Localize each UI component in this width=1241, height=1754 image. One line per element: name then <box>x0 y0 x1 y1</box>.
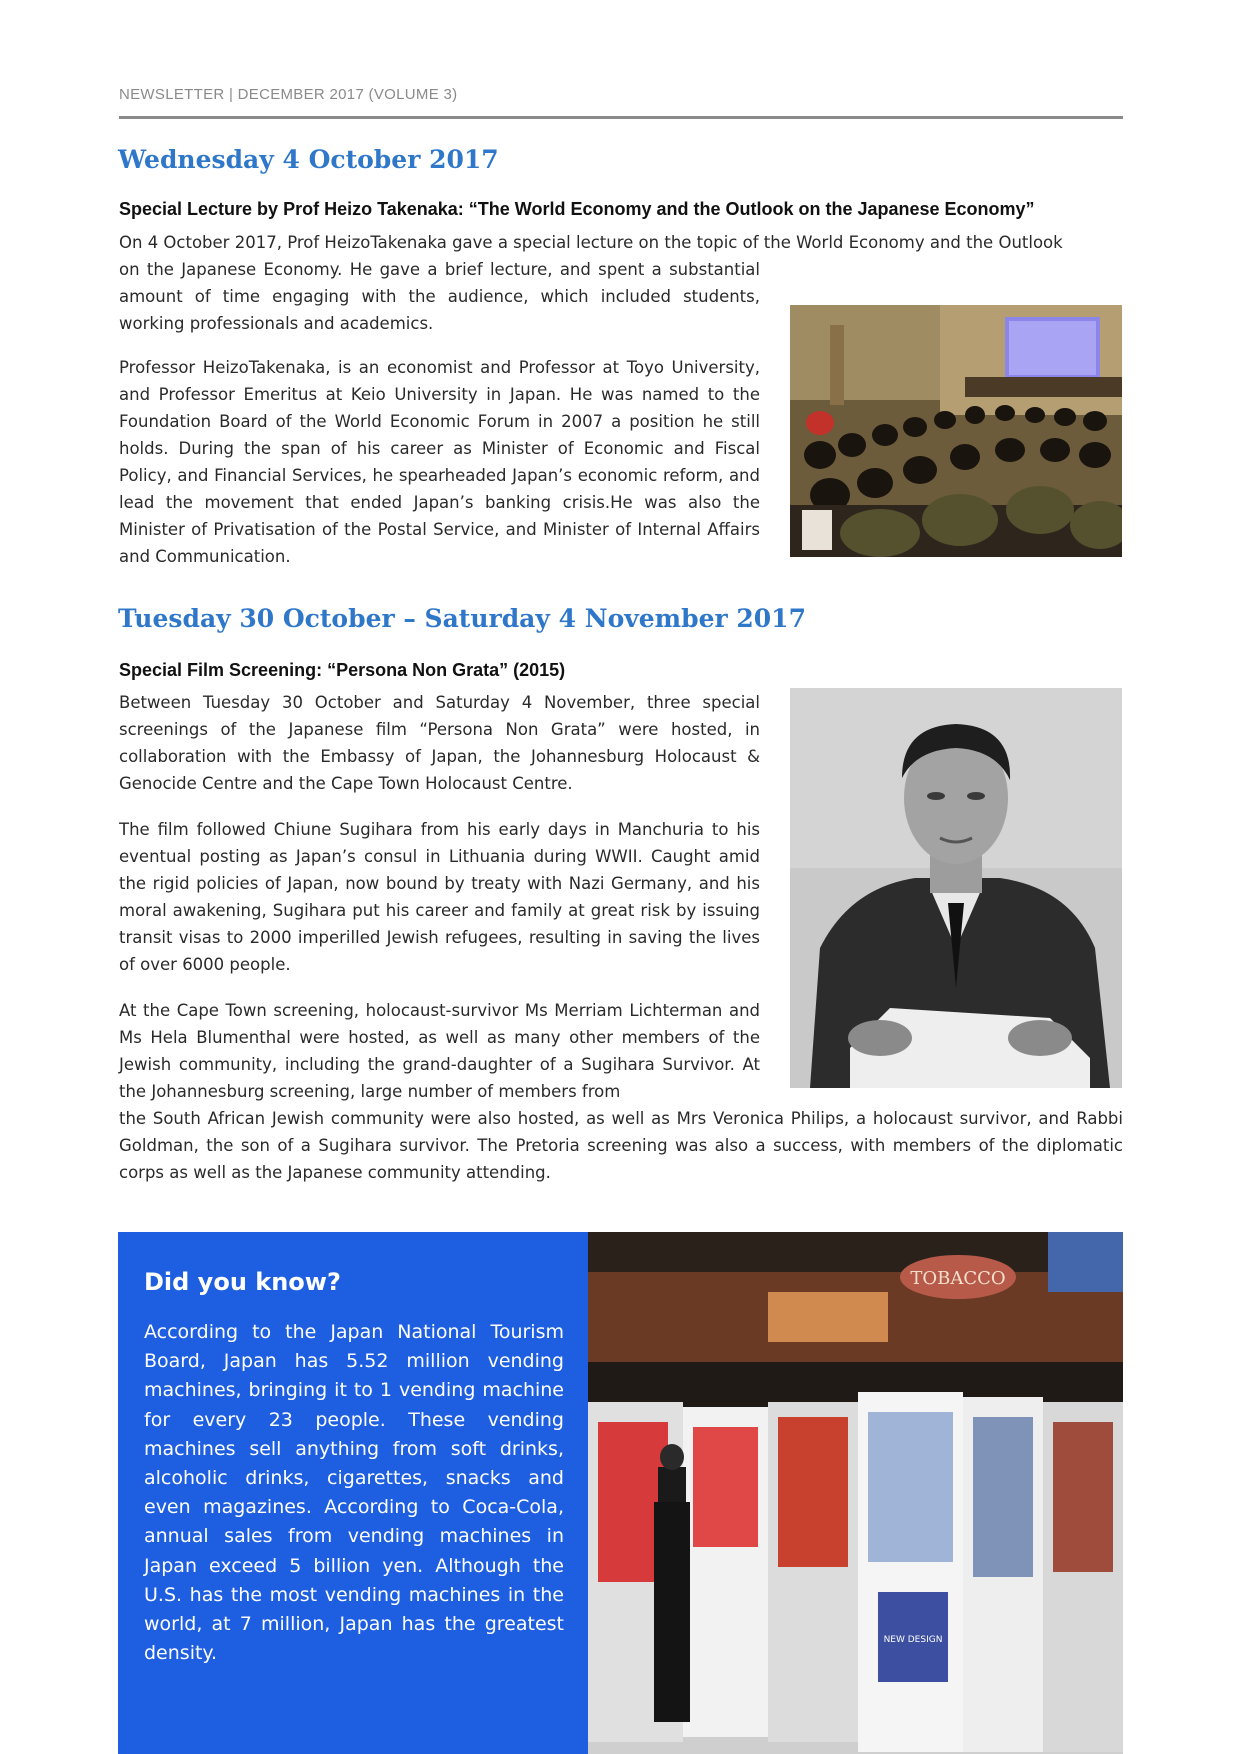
tobacco-sign-text: TOBACCO <box>910 1268 1006 1289</box>
header-divider <box>119 116 1123 119</box>
did-you-know-title: Did you know? <box>144 1268 341 1296</box>
section1-title: Special Lecture by Prof Heizo Takenaka: “The World Economy and the Outlook on the Japanese Economy” <box>119 199 1035 219</box>
section2-paragraph3-narrow: At the Cape Town screening, holocaust-survivor Ms Merriam Lichterman and Ms Hela Blumenthal were hosted, as well as many other members of the Jewish community, including the grand-daughter of a Sugihara Survivor. At the Johannesburg screening, large number of members from <box>119 1001 760 1101</box>
section2-paragraph3-wide: the South African Jewish community were also hosted, as well as Mrs Veronica Philips, a holocaust survivor, and Rabbi Goldman, the son of a Sugihara survivor. The Pretoria screening was also a success, with members of the diplomatic corps as well as the Japanese community attending. <box>119 1109 1123 1182</box>
section1-paragraph2: Professor HeizoTakenaka, is an economist and Professor at Toyo University, and Professor Emeritus at Keio University in Japan. He was named to the Foundation Board of the World Economic Forum in 2007 a position he still holds. During the span of his career as Minister of Economic and Fiscal Policy, and Financial Services, he spearheaded Japan’s economic reform, and lead the movement that ended Japan’s banking crisis.He was also the Minister of Privatisation of the Postal Service, and Minister of Internal Affairs and Communication. <box>119 358 760 566</box>
sugihara-portrait-photo <box>790 688 1122 1088</box>
vending-machines-photo <box>588 1232 1123 1754</box>
section1-paragraph1-line1: On 4 October 2017, Prof HeizoTakenaka gave a special lecture on the topic of the World Economy and the Outlook <box>119 233 1063 252</box>
section2-date-heading: Tuesday 30 October – Saturday 4 November 2017 <box>118 604 806 633</box>
section2-paragraph1: Between Tuesday 30 October and Saturday 4 November, three special screenings of the Japanese film “Persona Non Grata” were hosted, in collaboration with the Embassy of Japan, the Johannesburg Holocaust & Genocide Centre and the Cape Town Holocaust Centre. <box>119 693 760 793</box>
running-head: NEWSLETTER | DECEMBER 2017 (VOLUME 3) <box>119 86 458 103</box>
section1-date-heading: Wednesday 4 October 2017 <box>118 145 499 174</box>
section2-paragraph2: The film followed Chiune Sugihara from his early days in Manchuria to his eventual posting as Japan’s consul in Lithuania during WWII. Caught amid the rigid policies of Japan, now bound by treaty with Nazi Germany, and his moral awakening, Sugihara put his career and family at great risk by issuing transit visas to 2000 imperilled Jewish refugees, resulting in saving the lives of over 6000 people. <box>119 820 760 974</box>
new-design-text: NEW DESIGN <box>883 1635 943 1645</box>
lecture-audience-photo <box>790 305 1122 557</box>
section2-title: Special Film Screening: “Persona Non Grata” (2015) <box>119 660 566 680</box>
did-you-know-text: According to the Japan National Tourism Board, Japan has 5.52 million vending machines, bringing it to 1 vending machine for every 23 people. These vending machines sell anything from soft drinks, alcoholic drinks, cigarettes, snacks and even magazines. According to Coca-Cola, annual sales from vending machines in Japan exceed 5 billion yen. Although the U.S. has the most vending machines in the world, at 7 million, Japan has the greatest density. <box>144 1321 564 1665</box>
section1-paragraph1-rest: on the Japanese Economy. He gave a brief lecture, and spent a substantial amount of time engaging with the audience, which included students, working professionals and academics. <box>119 260 760 333</box>
